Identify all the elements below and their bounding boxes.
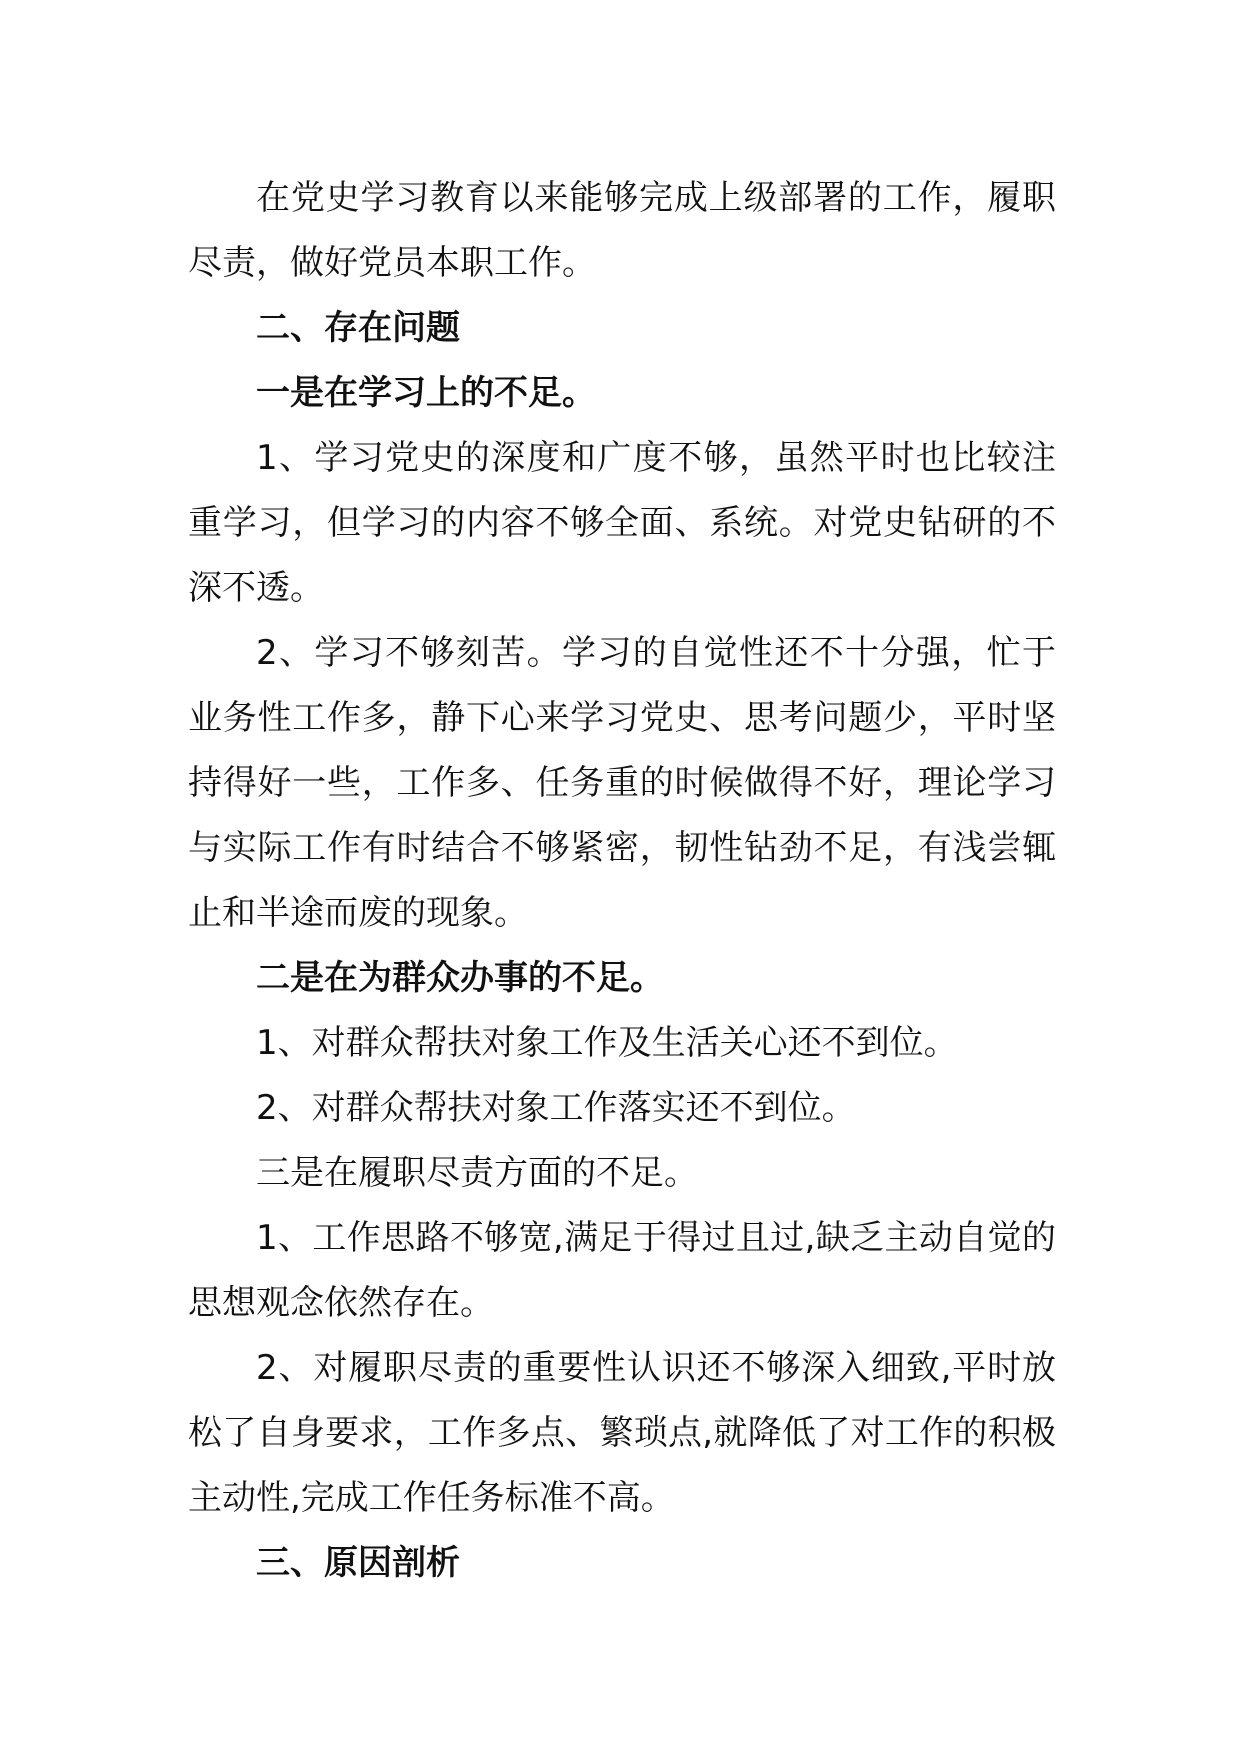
section-heading-cause-analysis: 三、原因剖析 bbox=[256, 1543, 460, 1583]
document-body bbox=[188, 166, 1056, 1596]
paragraph-duty-item-1: 1、工作思路不够宽,满足于得过且过,缺乏主动自觉的思想观念依然存在。 bbox=[188, 1218, 1056, 1323]
paragraph-study-item-1: 1、学习党史的深度和广度不够，虽然平时也比较注重学习，但学习的内容不够全面、系统。对党史钻研的不深不透。 bbox=[188, 438, 1056, 608]
section-heading-problems: 二、存在问题 bbox=[256, 308, 460, 348]
paragraph-duty-item-2: 2、对履职尽责的重要性认识还不够深入细致,平时放松了自身要求，工作多点、繁琐点,就降低了对工作的积极主动性,完成工作任务标准不高。 bbox=[188, 1348, 1056, 1518]
subheading-study-shortcomings: 一是在学习上的不足。 bbox=[256, 373, 596, 413]
paragraph-service-item-2: 2、对群众帮扶对象工作落实还不到位。 bbox=[256, 1088, 856, 1128]
paragraph-study-item-2: 2、学习不够刻苦。学习的自觉性还不十分强，忙于业务性工作多，静下心来学习党史、思考问题少，平时坚持得好一些，工作多、任务重的时候做得不好，理论学习与实际工作有时结合不够紧密，韧性钻劲不足，有浅尝辄止和半途而废的现象。 bbox=[188, 633, 1056, 933]
subheading-duty-shortcomings: 三是在履职尽责方面的不足。 bbox=[256, 1153, 698, 1193]
paragraph-service-item-1: 1、对群众帮扶对象工作及生活关心还不到位。 bbox=[256, 1023, 958, 1063]
subheading-service-shortcomings: 二是在为群众办事的不足。 bbox=[256, 958, 664, 998]
paragraph-intro: 在党史学习教育以来能够完成上级部署的工作，履职尽责，做好党员本职工作。 bbox=[188, 178, 1056, 283]
